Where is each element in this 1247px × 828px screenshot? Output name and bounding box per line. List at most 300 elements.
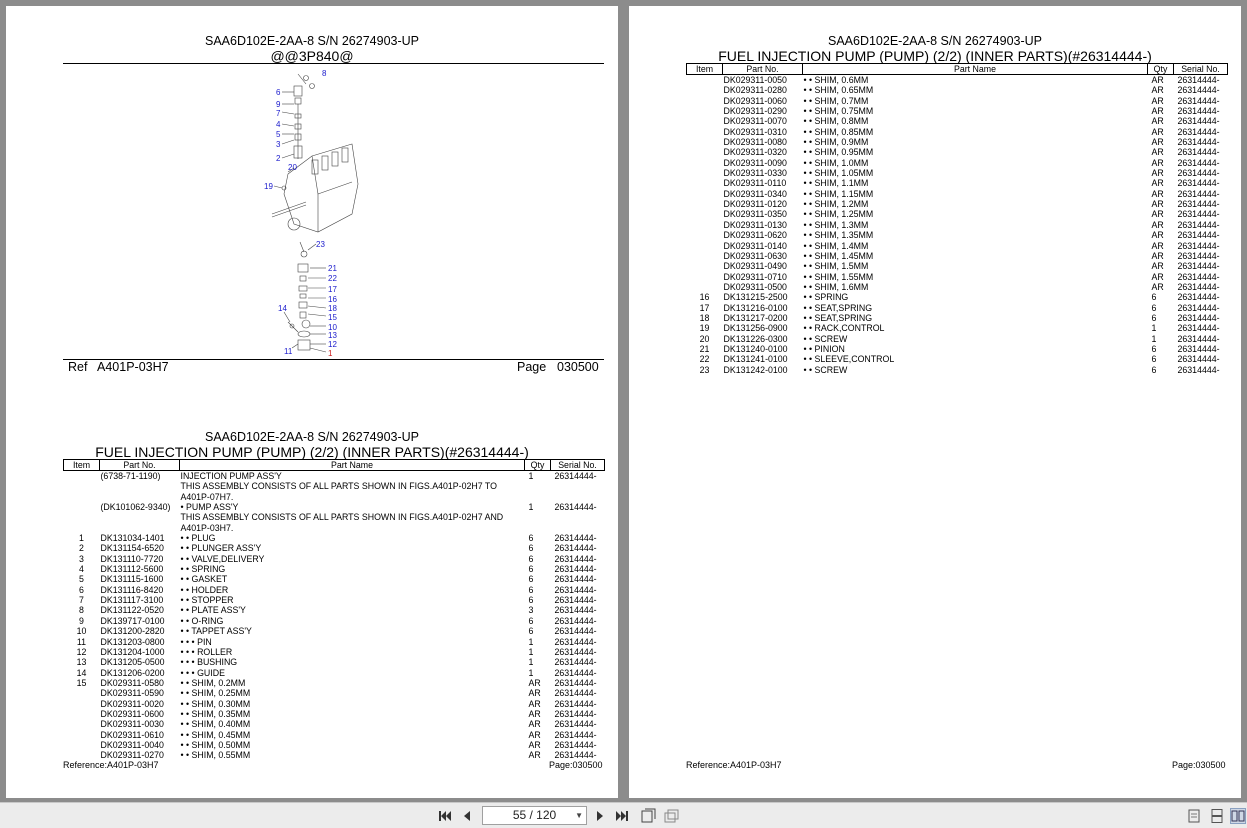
cell-part-no: DK029311-0310 [723,126,787,137]
cell-item [687,85,723,95]
cell-qty: 6 [528,564,534,575]
cell-serial-no: 26314444- [554,646,597,657]
cell-part-name: • • PINION [803,343,845,354]
cell-part-name: • • SHIM, 0.55MM [180,750,251,761]
cell-part-name: • • SHIM, 0.9MM [803,137,869,148]
table-row [687,168,1228,178]
cell-part-no: DK131117-3100 [100,595,164,606]
cell-qty: AR [1151,261,1164,272]
cell-qty: AR [1151,230,1164,241]
cell-qty: AR [528,739,541,750]
header-part-no: Part No. [100,460,180,471]
header-serial-no: Serial No. [551,460,605,471]
cell-part-no: DK131204-1000 [100,646,165,657]
cell-part-no: DK029311-0280 [723,85,787,96]
cell-item [687,106,723,116]
table-row [687,158,1228,168]
cell-part-no: DK029311-0340 [723,188,787,199]
cell-item [64,688,100,698]
cell-serial-no: 26314444- [554,574,597,585]
callout-label: 3 [276,140,281,149]
cell-qty: AR [528,677,541,688]
cell-part-no: DK131034-1401 [100,533,165,544]
cell-qty: AR [1151,116,1164,127]
cell-item [64,719,100,729]
cell-serial-no: 26314444- [554,502,597,513]
cell-part-name: • • SHIM, 0.75MM [803,106,874,117]
cell-item [687,158,723,168]
cell-part-name: • • SHIM, 1.0MM [803,157,869,168]
cell-part-name: • • PLUNGER ASS'Y [180,543,262,554]
cell-part-no: DK029311-0130 [723,219,787,230]
cell-part-name: • • SHIM, 0.8MM [803,116,869,127]
cell-serial-no: 26314444- [1177,157,1220,168]
callout-label: 21 [328,264,337,273]
cell-item [64,471,100,482]
cell-serial-no: 26314444- [1177,219,1220,230]
cell-qty: AR [1151,85,1164,96]
cell-part-no [100,481,180,502]
table-row [64,719,605,729]
cell-item [687,96,723,106]
table-row [687,272,1228,282]
table-row [687,85,1228,95]
table-row [687,209,1228,219]
cell-part-no: DK029311-0350 [723,209,787,220]
cell-qty: 1 [528,646,534,657]
cell-part-no: DK131115-1600 [100,574,164,585]
cell-part-name: • • PLATE ASS'Y [180,605,246,616]
cell-part-name: • • STOPPER [180,595,234,606]
cell-item [64,699,100,709]
cell-item [687,261,723,271]
cell-part-name: • • SHIM, 1.2MM [803,199,869,210]
cell-part-name: • • SHIM, 1.3MM [803,219,869,230]
cell-part-no: DK029311-0080 [723,137,787,148]
footer-page: Page:030500 [1172,760,1226,770]
cell-part-no: (DK101062-9340) [100,502,171,513]
cell-serial-no: 26314444- [554,698,597,709]
cell-serial-no: 26314444- [554,719,597,730]
cell-qty: 1 [528,502,534,513]
cell-part-no: DK029311-0610 [100,729,164,740]
cell-part-no: DK131206-0200 [100,667,165,678]
cell-part-name: • • SHIM, 1.25MM [803,209,874,220]
callout-label: 5 [276,130,281,139]
cell-item: 15 [76,677,87,688]
cell-item [687,220,723,230]
cell-qty: AR [1151,250,1164,261]
callout-label: 11 [284,347,293,356]
top-section-subtitle: @@3P840@ [270,48,354,64]
cell-part-name: • • • PIN [180,636,212,647]
table-row [687,282,1228,292]
callout-label: 9 [276,100,281,109]
table-row [64,595,605,605]
cell-qty: 6 [528,574,534,585]
cell-part-no: DK029311-0270 [100,750,164,761]
table-row [64,554,605,564]
exploded-parts-diagram [254,64,364,360]
cell-part-no: DK029311-0040 [100,739,164,750]
cell-qty: AR [1151,178,1164,189]
table-row [687,354,1228,364]
callout-label: 10 [328,323,337,332]
table-row [64,502,605,512]
cell-part-no: DK131110-7720 [100,553,164,564]
parts-list-subtitle: FUEL INJECTION PUMP (PUMP) (2/2) (INNER PARTS)(#26314444-) [95,444,529,460]
cell-serial-no: 26314444- [554,564,597,575]
callout-label: 6 [276,88,281,97]
cell-part-no [100,512,180,533]
cell-serial-no: 26314444- [1177,250,1220,261]
top-section-title: SAA6D102E-2AA-8 S/N 26274903-UP [204,34,419,48]
table-row [64,647,605,657]
cell-qty: 6 [528,626,534,637]
cell-part-no: DK029311-0580 [100,677,164,688]
last-page-icon[interactable] [614,808,630,824]
table-header [687,64,1228,75]
cell-qty [525,481,551,502]
table-row [64,730,605,740]
table-row [64,512,605,533]
cell-serial-no: 26314444- [554,553,597,564]
cell-part-no: DK029311-0600 [100,708,164,719]
cell-item [687,272,723,282]
cell-part-no: DK029311-0630 [723,250,787,261]
cell-serial-no: 26314444- [1177,95,1220,106]
footer-reference: Reference:A401P-03H7 [63,760,159,770]
cell-serial-no: 26314444- [1177,240,1220,251]
table-row [687,220,1228,230]
page-number-input[interactable] [482,806,587,825]
table-row [687,303,1228,313]
cell-serial-no: 26314444- [1177,323,1220,334]
cell-part-no: DK029311-0500 [723,281,787,292]
cell-part-name: • • SHIM, 0.45MM [180,729,251,740]
cell-serial-no: 26314444- [554,584,597,595]
cell-part-name: • • VALVE,DELIVERY [180,553,265,564]
cell-serial-no: 26314444- [1177,126,1220,137]
callout-label: 20 [288,163,297,172]
page-value: 030500 [557,360,599,374]
cell-serial-no: 26314444- [1177,147,1220,158]
cell-part-no: DK131122-0520 [100,605,164,616]
cell-part-name: • • SHIM, 0.95MM [803,147,874,158]
cell-serial-no: 26314444- [1177,312,1220,323]
cell-part-no: DK029311-0120 [723,199,787,210]
cell-serial-no: 26314444- [1177,116,1220,127]
cell-qty: AR [528,708,541,719]
footer-page: Page:030500 [549,760,603,770]
cell-serial-no: 26314444- [554,677,597,688]
cell-qty: 6 [1151,302,1157,313]
cell-part-name: • • SHIM, 1.55MM [803,271,874,282]
left-page [6,6,618,798]
cell-item [687,75,723,86]
cell-part-name: • • SHIM, 1.35MM [803,230,874,241]
fit-page-icon[interactable] [640,808,656,824]
cell-item: 17 [699,302,710,313]
cell-serial-no: 26314444- [554,739,597,750]
cell-part-name: THIS ASSEMBLY CONSISTS OF ALL PARTS SHOWN IN FIGS.A401P-02H7 TO A401P-07H7. [180,481,497,502]
table-row [687,292,1228,302]
cell-item: 10 [76,626,87,637]
cell-part-no: DK029311-0320 [723,147,787,158]
callout-label: 7 [276,109,281,118]
cell-part-name: • • SCREW [803,364,848,375]
table-row [687,344,1228,354]
cell-qty: 6 [528,595,534,606]
page-indicator: 55 / 120 [512,808,557,822]
cell-part-no: DK139717-0100 [100,615,165,626]
first-page-icon[interactable] [437,808,453,824]
cell-part-no: DK131241-0100 [723,354,788,365]
cell-qty: AR [1151,75,1164,85]
parts-table [686,63,1228,375]
cell-qty: 6 [1151,354,1157,365]
table-row [64,688,605,698]
table-row [64,605,605,615]
cell-part-name: INJECTION PUMP ASS'Y [180,471,282,481]
cell-item: 4 [79,564,84,575]
cell-part-name: • • SCREW [803,333,848,344]
table-row [687,334,1228,344]
table-row [64,471,605,482]
cell-qty: AR [528,698,541,709]
cell-serial-no: 26314444- [1177,199,1220,210]
cell-serial-no: 26314444- [554,667,597,678]
cell-qty: AR [1151,147,1164,158]
callout-label: 13 [328,331,337,340]
cell-part-name: • • SHIM, 1.45MM [803,250,874,261]
cell-part-name: • • SHIM, 1.5MM [803,261,869,272]
cell-part-name: • • SLEEVE,CONTROL [803,354,895,365]
table-header [64,460,605,471]
table-row [687,313,1228,323]
chevron-down-icon[interactable]: ▼ [575,811,583,820]
cell-item [687,137,723,147]
cell-qty: 6 [528,543,534,554]
cell-serial-no: 26314444- [1177,75,1220,85]
cell-serial-no: 26314444- [1177,302,1220,313]
cell-item: 6 [79,584,84,595]
table-row [64,564,605,574]
parts-table [63,459,605,761]
cell-item: 18 [699,312,710,323]
cell-item: 19 [699,323,710,334]
cell-item [687,116,723,126]
cell-part-no: DK029311-0070 [723,116,787,127]
cell-item [687,127,723,137]
cell-part-name: • • SEAT,SPRING [803,302,873,313]
cell-serial-no: 26314444- [1177,354,1220,365]
cell-qty: 1 [1151,333,1157,344]
table-row [687,251,1228,261]
header-part-name: Part Name [180,460,525,471]
cell-qty: 6 [528,584,534,595]
table-row [687,106,1228,116]
cell-part-name: • • SHIM, 1.1MM [803,178,869,189]
cell-item [64,502,100,512]
cell-item [64,740,100,750]
cell-qty: 1 [528,636,534,647]
table-row [64,637,605,647]
cell-qty: AR [1151,126,1164,137]
callout-label: 22 [328,274,337,283]
cell-part-name: • • SHIM, 0.2MM [180,677,246,688]
next-page-icon[interactable] [592,808,608,824]
cell-part-name: • • SHIM, 1.15MM [803,188,874,199]
cell-part-name: • • SHIM, 1.05MM [803,168,874,179]
cell-serial-no: 26314444- [1177,292,1220,303]
cell-serial-no: 26314444- [554,708,597,719]
cell-serial-no: 26314444- [1177,261,1220,272]
cell-part-name: • • SPRING [180,564,226,575]
cell-qty: AR [1151,168,1164,179]
cell-qty: AR [528,719,541,730]
table-row [64,616,605,626]
table-row [64,709,605,719]
cell-qty: AR [1151,240,1164,251]
cell-serial-no [551,512,605,533]
cell-part-no: DK131200-2820 [100,626,165,637]
cell-item [687,189,723,199]
cell-part-name: • • SHIM, 0.35MM [180,708,251,719]
cell-qty: AR [528,750,541,761]
callout-label: 4 [276,120,281,129]
continuous-icon[interactable] [1209,808,1225,824]
cell-item: 3 [79,553,84,564]
cell-serial-no: 26314444- [554,729,597,740]
cell-part-no: DK131215-2500 [723,292,788,303]
table-row [64,740,605,750]
callout-label: 19 [264,182,273,191]
table-row [64,657,605,667]
cell-qty: 6 [528,615,534,626]
cell-serial-no: 26314444- [554,471,597,481]
cell-item: 14 [76,667,87,678]
cell-part-no: DK131226-0300 [723,333,788,344]
cell-qty: AR [1151,219,1164,230]
cell-part-no: DK029311-0050 [723,75,787,85]
cell-qty: AR [1151,281,1164,292]
cell-serial-no: 26314444- [554,750,597,761]
cell-part-no: DK131242-0100 [723,364,788,375]
callout-label: 2 [276,154,281,163]
cell-item [687,251,723,261]
table-row [687,116,1228,126]
cell-item: 20 [699,333,710,344]
cell-qty: 3 [528,605,534,616]
cell-part-name: • • SEAT,SPRING [803,312,873,323]
table-row [687,178,1228,188]
table-row [64,668,605,678]
cell-part-no: DK131154-6520 [100,543,164,554]
cell-part-name: • • HOLDER [180,584,229,595]
single-page-icon[interactable] [1186,808,1202,824]
cell-part-no: DK029311-0030 [100,719,164,730]
cell-item [687,147,723,157]
cell-item: 21 [699,343,710,354]
cell-item [687,168,723,178]
cell-part-name: • • SPRING [803,292,849,303]
cell-qty: AR [528,688,541,699]
callout-label: 16 [328,295,337,304]
cell-qty: 1 [528,667,534,678]
callout-label: 12 [328,340,337,349]
prev-page-icon[interactable] [459,808,475,824]
cell-serial-no: 26314444- [554,605,597,616]
cell-item: 16 [699,292,710,303]
cell-part-name: • • • ROLLER [180,646,233,657]
cell-part-no: DK131203-0800 [100,636,165,647]
cell-item: 7 [79,595,84,606]
viewer-toolbar [0,802,1247,828]
parts-list-title: SAA6D102E-2AA-8 S/N 26274903-UP [204,430,419,444]
cell-qty: 6 [1151,364,1157,375]
cell-part-no: (6738-71-1190) [100,471,161,481]
parts-list-title: SAA6D102E-2AA-8 S/N 26274903-UP [827,34,1042,48]
cell-part-name: • • O-RING [180,615,224,626]
cell-serial-no: 26314444- [554,533,597,544]
header-serial-no: Serial No. [1174,64,1228,75]
cell-serial-no: 26314444- [554,688,597,699]
header-part-name: Part Name [803,64,1148,75]
two-page-icon[interactable] [1230,808,1246,824]
cell-qty: AR [1151,188,1164,199]
table-row [64,585,605,595]
cell-part-name: • • PLUG [180,533,216,544]
cell-part-no: DK131217-0200 [723,312,788,323]
cell-item: 5 [79,574,84,585]
callout-label: 17 [328,285,337,294]
cell-part-name: THIS ASSEMBLY CONSISTS OF ALL PARTS SHOWN IN FIGS.A401P-02H7 AND A401P-03H7. [180,512,504,533]
header-qty: Qty [525,460,551,471]
cell-item: 13 [76,657,87,668]
table-row [64,481,605,502]
cell-item: 1 [79,533,84,544]
cell-part-no: DK131256-0900 [723,323,788,334]
cell-qty: 1 [528,471,534,481]
cell-serial-no: 26314444- [554,615,597,626]
cell-part-name: • • GASKET [180,574,228,585]
table-row [64,543,605,553]
right-page [629,6,1241,798]
cell-part-name: • • SHIM, 0.85MM [803,126,874,137]
callout-label: 1 [328,349,333,358]
cell-qty: AR [1151,137,1164,148]
cell-item [687,230,723,240]
cell-qty: AR [1151,157,1164,168]
cell-part-no: DK029311-0290 [723,106,787,117]
cell-serial-no [551,481,605,502]
table-row [687,230,1228,240]
fit-width-icon[interactable] [663,808,679,824]
cell-serial-no: 26314444- [1177,178,1220,189]
cell-part-no: DK029311-0710 [723,271,787,282]
cell-part-no: DK029311-0090 [723,157,787,168]
table-row [687,75,1228,86]
cell-serial-no: 26314444- [1177,271,1220,282]
cell-qty: AR [1151,199,1164,210]
cell-serial-no: 26314444- [1177,137,1220,148]
callout-label: 8 [322,69,327,78]
cell-part-name: • • SHIM, 1.6MM [803,281,869,292]
cell-item: 23 [699,364,710,375]
cell-qty: 1 [1151,323,1157,334]
cell-part-name: • • SHIM, 0.7MM [803,95,869,106]
